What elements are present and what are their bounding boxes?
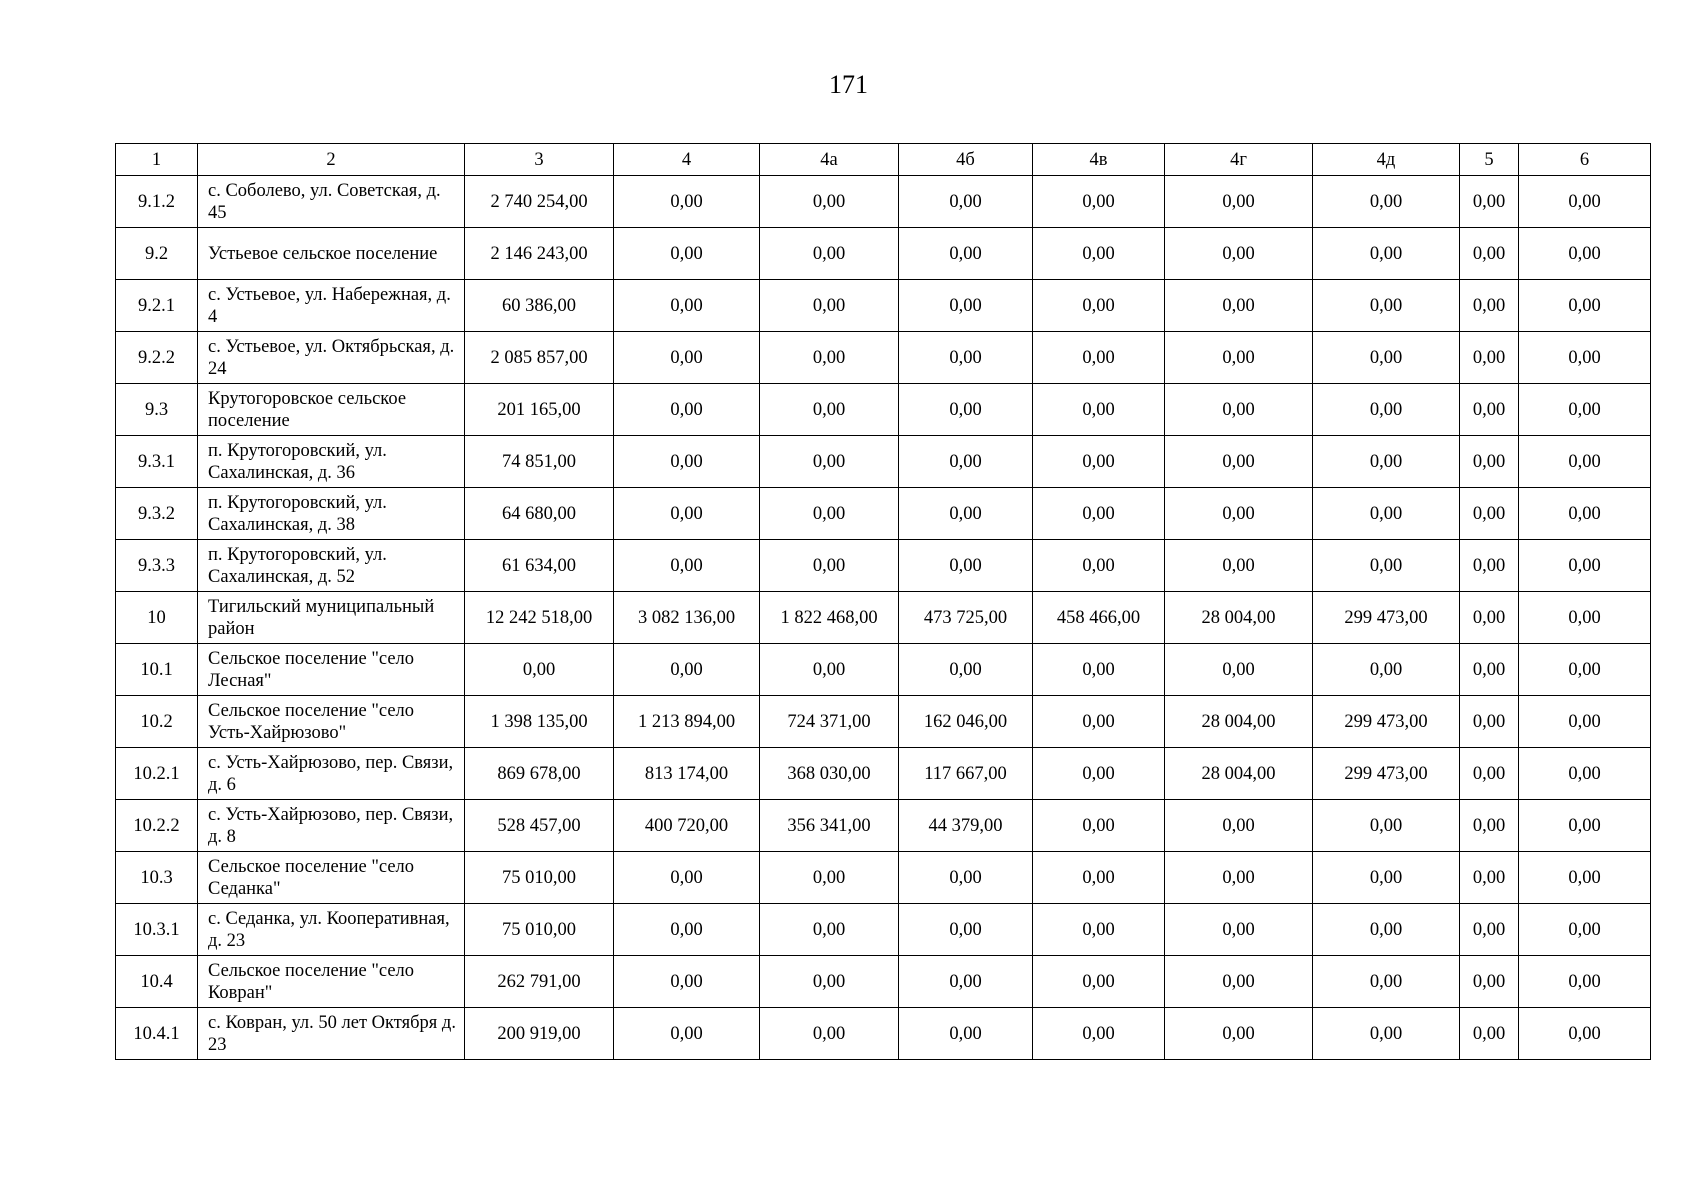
table-row [116,956,1651,1008]
value-cell: 0,00 [1519,436,1651,488]
value-cell: 0,00 [760,904,899,956]
value-cell: 0,00 [614,176,760,228]
value-cell: 0,00 [614,852,760,904]
value-cell: 0,00 [1165,956,1313,1008]
row-number-cell: 9.2.2 [116,332,198,384]
value-cell: 0,00 [760,540,899,592]
value-cell: 0,00 [1519,696,1651,748]
name-cell: с. Усть-Хайрюзово, пер. Связи, д. 8 [198,800,465,852]
value-cell: 44 379,00 [899,800,1033,852]
value-cell: 0,00 [1519,176,1651,228]
value-cell: 0,00 [1460,748,1519,800]
column-header: 2 [198,144,465,176]
value-cell: 0,00 [1313,852,1460,904]
value-cell: 75 010,00 [465,852,614,904]
value-cell: 0,00 [899,384,1033,436]
value-cell: 0,00 [899,540,1033,592]
value-cell: 2 085 857,00 [465,332,614,384]
value-cell: 0,00 [1460,384,1519,436]
row-number-cell: 10.2.2 [116,800,198,852]
name-cell: с. Соболево, ул. Советская, д. 45 [198,176,465,228]
table-row [116,384,1651,436]
value-cell: 0,00 [1313,332,1460,384]
value-cell: 0,00 [1033,540,1165,592]
value-cell: 0,00 [760,488,899,540]
value-cell: 0,00 [614,384,760,436]
value-cell: 458 466,00 [1033,592,1165,644]
table-row [116,228,1651,280]
value-cell: 724 371,00 [760,696,899,748]
name-cell: с. Седанка, ул. Кооперативная, д. 23 [198,904,465,956]
value-cell: 0,00 [614,332,760,384]
column-header: 1 [116,144,198,176]
value-cell: 0,00 [1313,540,1460,592]
value-cell: 0,00 [1313,384,1460,436]
row-number-cell: 9.3 [116,384,198,436]
value-cell: 0,00 [760,956,899,1008]
value-cell: 0,00 [760,852,899,904]
value-cell: 0,00 [1460,644,1519,696]
value-cell: 0,00 [1033,644,1165,696]
value-cell: 28 004,00 [1165,748,1313,800]
value-cell: 0,00 [1313,228,1460,280]
value-cell: 368 030,00 [760,748,899,800]
row-number-cell: 10.3 [116,852,198,904]
value-cell: 0,00 [1519,540,1651,592]
name-cell: Тигильский муниципальный район [198,592,465,644]
header-row [116,144,1651,176]
table-row [116,280,1651,332]
value-cell: 0,00 [1519,592,1651,644]
value-cell: 0,00 [465,644,614,696]
value-cell: 0,00 [1519,384,1651,436]
table-header [116,144,1651,176]
value-cell: 117 667,00 [899,748,1033,800]
value-cell: 0,00 [614,228,760,280]
column-header: 3 [465,144,614,176]
name-cell: с. Ковран, ул. 50 лет Октября д. 23 [198,1008,465,1060]
value-cell: 0,00 [614,1008,760,1060]
value-cell: 813 174,00 [614,748,760,800]
table-row [116,540,1651,592]
value-cell: 0,00 [1165,1008,1313,1060]
table-row [116,176,1651,228]
value-cell: 0,00 [1033,904,1165,956]
column-header: 4а [760,144,899,176]
value-cell: 0,00 [1033,956,1165,1008]
value-cell: 0,00 [1460,592,1519,644]
value-cell: 0,00 [899,436,1033,488]
value-cell: 473 725,00 [899,592,1033,644]
name-cell: Сельское поселение "село Седанка" [198,852,465,904]
value-cell: 0,00 [1313,956,1460,1008]
table-row [116,488,1651,540]
value-cell: 74 851,00 [465,436,614,488]
row-number-cell: 9.2.1 [116,280,198,332]
value-cell: 299 473,00 [1313,592,1460,644]
value-cell: 0,00 [760,176,899,228]
value-cell: 0,00 [1165,436,1313,488]
name-cell: п. Крутогоровский, ул. Сахалинская, д. 36 [198,436,465,488]
table-row [116,748,1651,800]
value-cell: 2 740 254,00 [465,176,614,228]
value-cell: 61 634,00 [465,540,614,592]
value-cell: 0,00 [1165,904,1313,956]
value-cell: 0,00 [1033,436,1165,488]
data-table [115,143,1651,1060]
value-cell: 0,00 [1460,800,1519,852]
value-cell: 75 010,00 [465,904,614,956]
value-cell: 0,00 [614,436,760,488]
row-number-cell: 10.3.1 [116,904,198,956]
table-row [116,696,1651,748]
value-cell: 0,00 [1165,540,1313,592]
value-cell: 12 242 518,00 [465,592,614,644]
value-cell: 0,00 [1313,436,1460,488]
row-number-cell: 9.3.2 [116,488,198,540]
value-cell: 0,00 [1519,904,1651,956]
value-cell: 0,00 [1033,800,1165,852]
table-row [116,436,1651,488]
value-cell: 0,00 [1460,956,1519,1008]
value-cell: 0,00 [1165,176,1313,228]
value-cell: 0,00 [1313,488,1460,540]
value-cell: 0,00 [899,1008,1033,1060]
value-cell: 0,00 [1313,904,1460,956]
name-cell: с. Устьевое, ул. Октябрьская, д. 24 [198,332,465,384]
row-number-cell: 9.2 [116,228,198,280]
value-cell: 0,00 [1460,436,1519,488]
value-cell: 0,00 [1033,748,1165,800]
value-cell: 0,00 [1519,488,1651,540]
row-number-cell: 10.1 [116,644,198,696]
value-cell: 0,00 [1519,332,1651,384]
value-cell: 0,00 [760,644,899,696]
value-cell: 299 473,00 [1313,748,1460,800]
value-cell: 0,00 [614,488,760,540]
value-cell: 0,00 [1313,800,1460,852]
row-number-cell: 10.2.1 [116,748,198,800]
value-cell: 0,00 [1033,228,1165,280]
value-cell: 0,00 [1519,644,1651,696]
value-cell: 0,00 [1460,904,1519,956]
value-cell: 0,00 [1033,852,1165,904]
column-header: 4д [1313,144,1460,176]
value-cell: 60 386,00 [465,280,614,332]
name-cell: с. Устьевое, ул. Набережная, д. 4 [198,280,465,332]
row-number-cell: 9.3.1 [116,436,198,488]
name-cell: Устьевое сельское поселение [198,228,465,280]
value-cell: 0,00 [1313,280,1460,332]
value-cell: 0,00 [899,904,1033,956]
column-header: 5 [1460,144,1519,176]
value-cell: 0,00 [1165,644,1313,696]
value-cell: 0,00 [1519,280,1651,332]
value-cell: 2 146 243,00 [465,228,614,280]
value-cell: 0,00 [1313,1008,1460,1060]
value-cell: 0,00 [1165,332,1313,384]
row-number-cell: 9.3.3 [116,540,198,592]
row-number-cell: 10 [116,592,198,644]
value-cell: 0,00 [760,384,899,436]
table-row [116,800,1651,852]
value-cell: 0,00 [899,228,1033,280]
table-row [116,592,1651,644]
name-cell: Крутогоровское сельское поселение [198,384,465,436]
value-cell: 1 822 468,00 [760,592,899,644]
value-cell: 28 004,00 [1165,696,1313,748]
value-cell: 299 473,00 [1313,696,1460,748]
table-body [116,176,1651,1060]
value-cell: 0,00 [1460,540,1519,592]
value-cell: 0,00 [1165,800,1313,852]
column-header: 4 [614,144,760,176]
value-cell: 0,00 [1165,280,1313,332]
value-cell: 262 791,00 [465,956,614,1008]
value-cell: 0,00 [1313,644,1460,696]
value-cell: 0,00 [1519,800,1651,852]
value-cell: 0,00 [1519,228,1651,280]
value-cell: 0,00 [899,332,1033,384]
value-cell: 0,00 [1460,696,1519,748]
column-header: 4б [899,144,1033,176]
value-cell: 0,00 [1165,228,1313,280]
value-cell: 64 680,00 [465,488,614,540]
column-header: 4в [1033,144,1165,176]
value-cell: 0,00 [1460,280,1519,332]
value-cell: 0,00 [899,176,1033,228]
value-cell: 0,00 [1460,852,1519,904]
value-cell: 0,00 [899,644,1033,696]
value-cell: 0,00 [899,488,1033,540]
name-cell: с. Усть-Хайрюзово, пер. Связи, д. 6 [198,748,465,800]
value-cell: 0,00 [760,332,899,384]
value-cell: 0,00 [1519,748,1651,800]
value-cell: 0,00 [1519,852,1651,904]
value-cell: 528 457,00 [465,800,614,852]
value-cell: 0,00 [1460,228,1519,280]
table-row [116,1008,1651,1060]
value-cell: 0,00 [1033,384,1165,436]
value-cell: 0,00 [760,436,899,488]
value-cell: 0,00 [614,540,760,592]
value-cell: 0,00 [1460,332,1519,384]
name-cell: Сельское поселение "село Усть-Хайрюзово" [198,696,465,748]
value-cell: 400 720,00 [614,800,760,852]
value-cell: 0,00 [760,1008,899,1060]
value-cell: 0,00 [899,280,1033,332]
value-cell: 0,00 [1033,332,1165,384]
table-row [116,904,1651,956]
value-cell: 0,00 [1519,956,1651,1008]
value-cell: 0,00 [614,956,760,1008]
value-cell: 0,00 [899,852,1033,904]
name-cell: п. Крутогоровский, ул. Сахалинская, д. 52 [198,540,465,592]
value-cell: 1 398 135,00 [465,696,614,748]
name-cell: Сельское поселение "село Ковран" [198,956,465,1008]
value-cell: 0,00 [899,956,1033,1008]
page-number: 171 [829,70,868,99]
value-cell: 0,00 [1460,488,1519,540]
value-cell: 0,00 [760,228,899,280]
row-number-cell: 10.4 [116,956,198,1008]
column-header: 4г [1165,144,1313,176]
value-cell: 0,00 [1165,852,1313,904]
row-number-cell: 9.1.2 [116,176,198,228]
value-cell: 162 046,00 [899,696,1033,748]
value-cell: 1 213 894,00 [614,696,760,748]
name-cell: п. Крутогоровский, ул. Сахалинская, д. 38 [198,488,465,540]
value-cell: 0,00 [1165,384,1313,436]
value-cell: 0,00 [1033,1008,1165,1060]
value-cell: 0,00 [1033,176,1165,228]
value-cell: 0,00 [760,280,899,332]
value-cell: 0,00 [614,904,760,956]
row-number-cell: 10.2 [116,696,198,748]
value-cell: 0,00 [1519,1008,1651,1060]
value-cell: 0,00 [1460,1008,1519,1060]
value-cell: 3 082 136,00 [614,592,760,644]
value-cell: 0,00 [614,280,760,332]
table-row [116,852,1651,904]
value-cell: 200 919,00 [465,1008,614,1060]
value-cell: 356 341,00 [760,800,899,852]
value-cell: 0,00 [1313,176,1460,228]
name-cell: Сельское поселение "село Лесная" [198,644,465,696]
table-row [116,332,1651,384]
value-cell: 201 165,00 [465,384,614,436]
value-cell: 0,00 [1460,176,1519,228]
value-cell: 0,00 [1033,280,1165,332]
value-cell: 0,00 [1165,488,1313,540]
value-cell: 869 678,00 [465,748,614,800]
value-cell: 0,00 [1033,488,1165,540]
row-number-cell: 10.4.1 [116,1008,198,1060]
value-cell: 0,00 [1033,696,1165,748]
table-row [116,644,1651,696]
value-cell: 0,00 [614,644,760,696]
value-cell: 28 004,00 [1165,592,1313,644]
column-header: 6 [1519,144,1651,176]
